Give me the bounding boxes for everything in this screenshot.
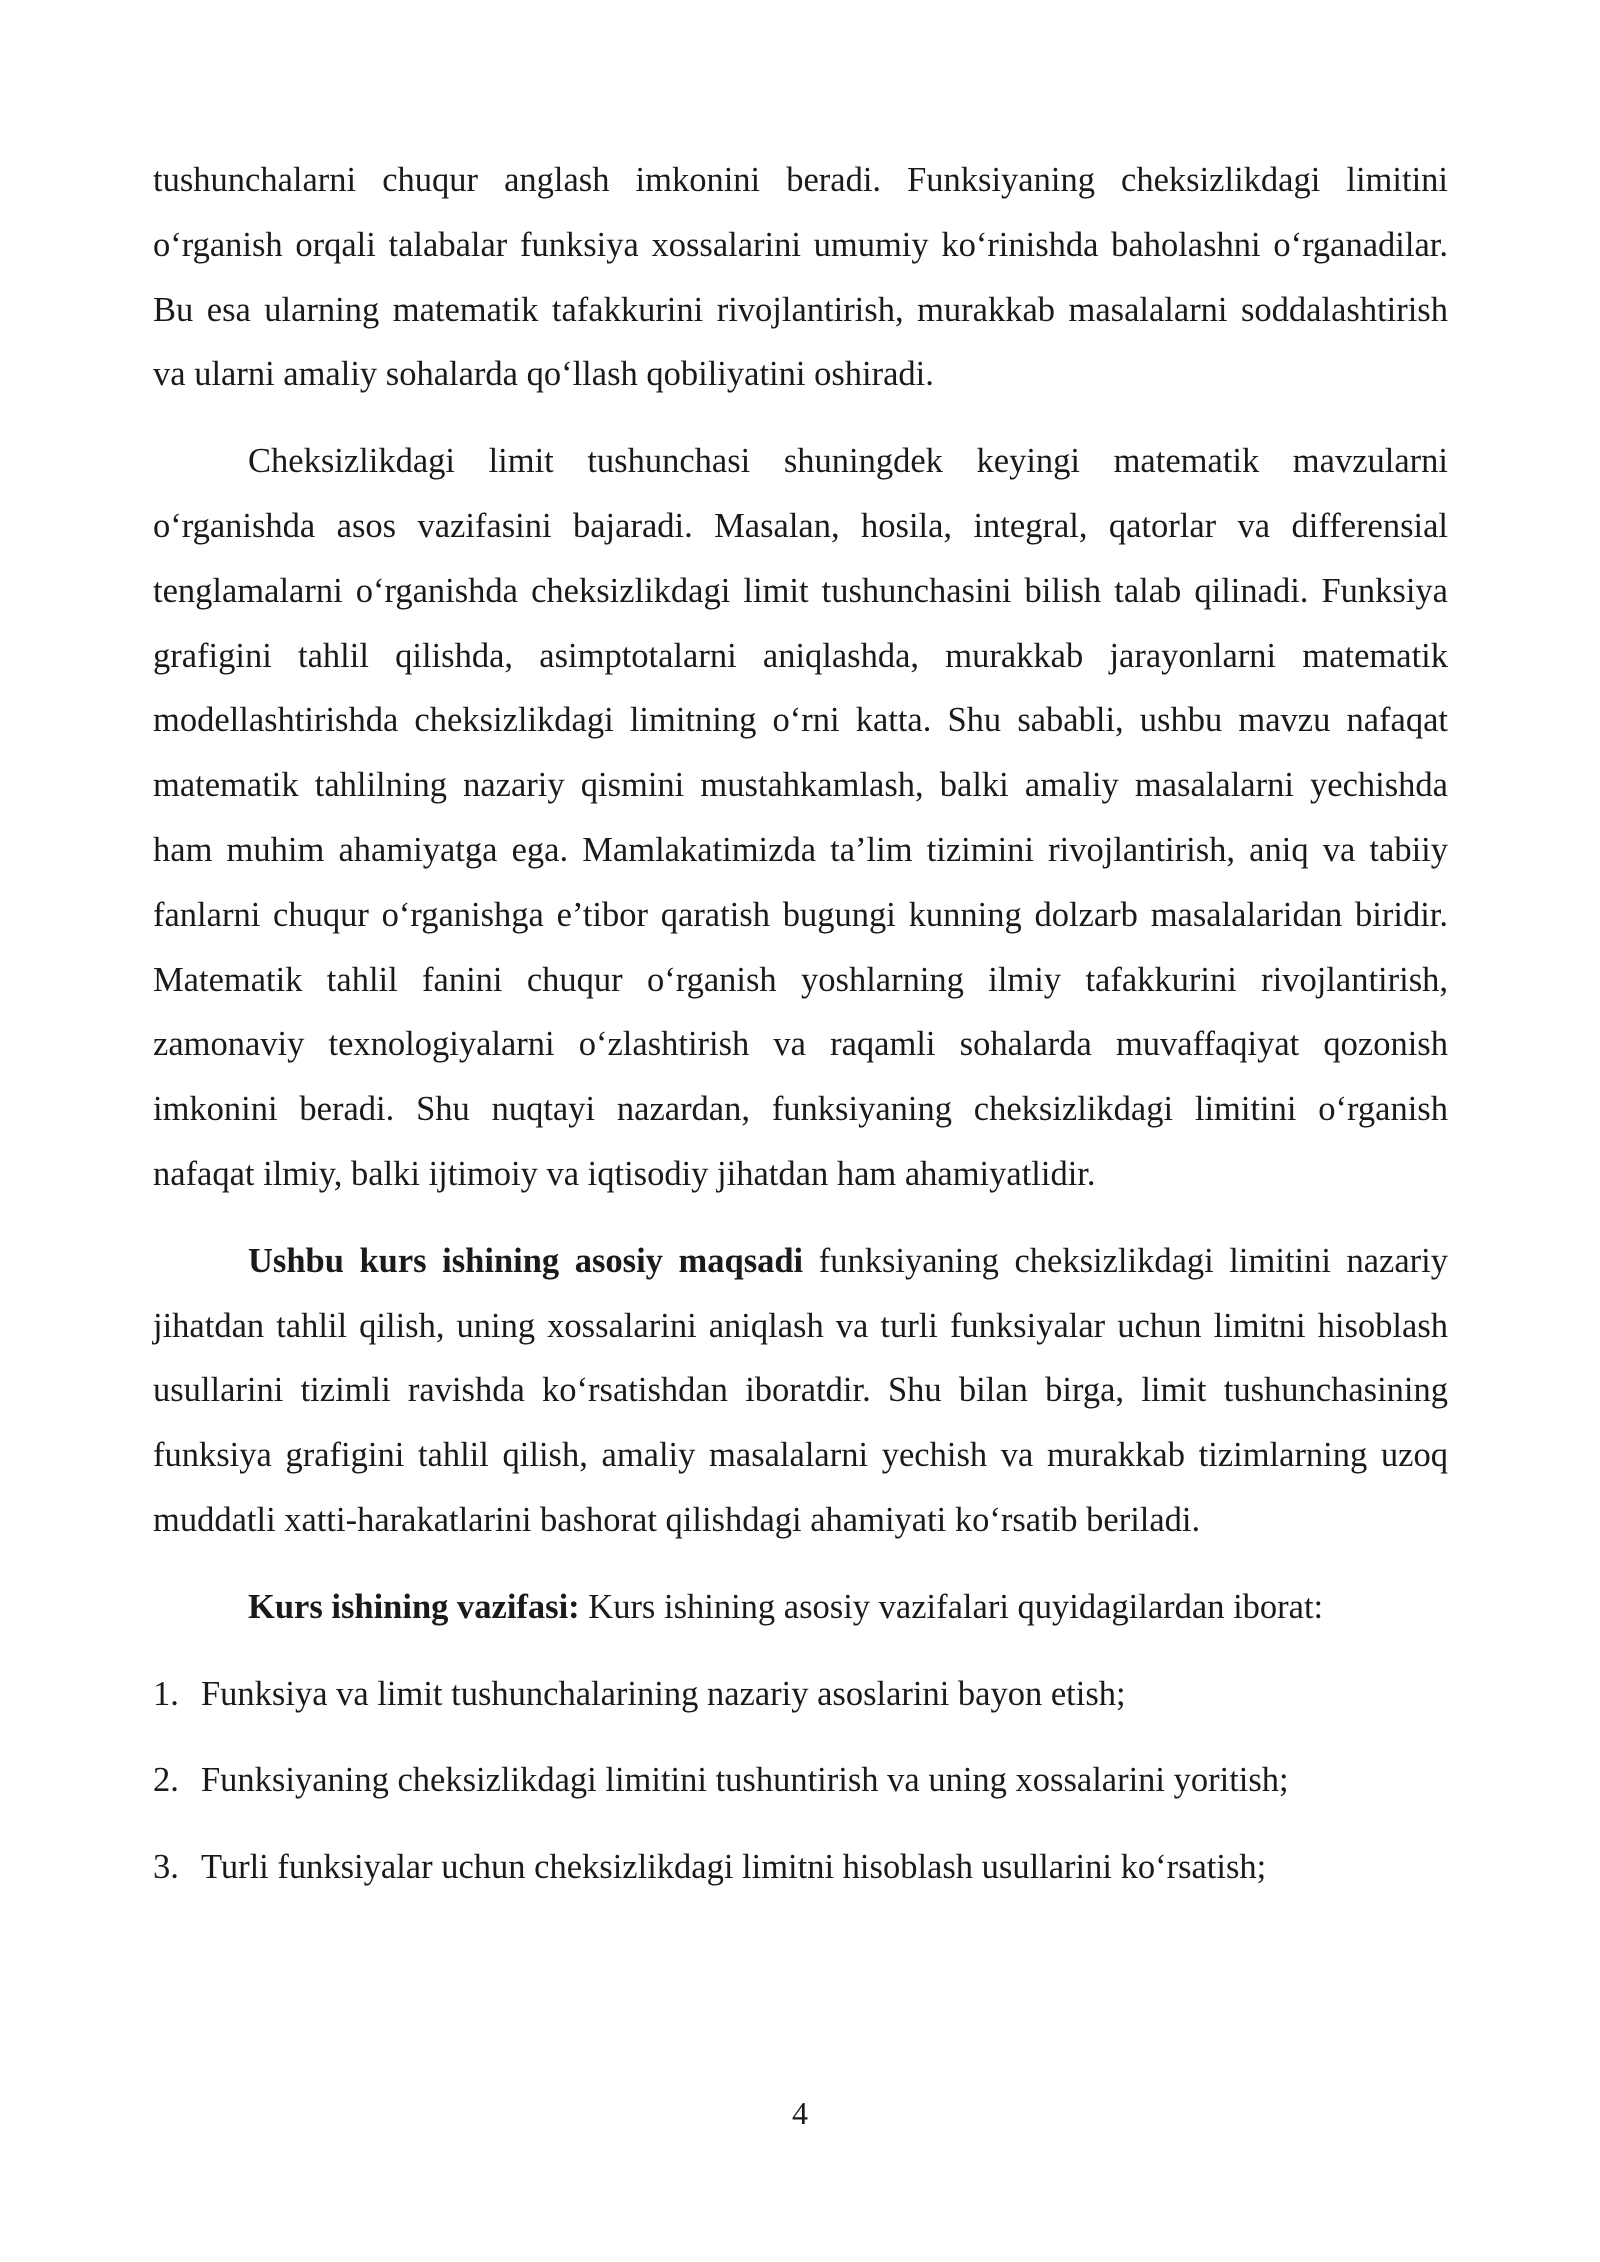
paragraph-course-tasks [153,1575,1448,1640]
course-goal-heading: Ushbu kurs ishining asosiy maqsadi [248,1241,804,1280]
course-tasks-text: Kurs ishining asosiy vazifalari quyidagilardan iborat: [579,1587,1324,1626]
list-item [153,1748,1448,1813]
list-item [153,1835,1448,1900]
paragraph-intro-continuation: tushunchalarni chuqur anglash imkonini beradi. Funksiyaning cheksizlikdagi limitini o‘rganish orqali talabalar funksiya xossalarini umumiy ko‘rinishda baholashni o‘rganadilar. Bu esa ularning matematik tafakkurini rivojlantirish, murakkab masalalarni soddalashtirish va ularni amaliy sohalarda qo‘llash qobiliyatini oshiradi. [153,161,1448,394]
list-item-text: Funksiyaning cheksizlikdagi limitini tushuntirish va uning xossalarini yoritish; [201,1761,1289,1800]
list-item-number: 1. [153,1674,179,1713]
tasks-list [153,1662,1448,1900]
list-item-text: Funksiya va limit tushunchalarining nazariy asoslarini bayon etish; [201,1674,1126,1713]
paragraph-limit-concept: Cheksizlikdagi limit tushunchasi shuningdek keyingi matematik mavzularni o‘rganishda asos vazifasini bajaradi. Masalan, hosila, integral, qatorlar va differensial tenglamalarni o‘rganishda cheksizlikdagi limit tushunchasini bilish talab qilinadi. Funksiya grafigini tahlil qilishda, asimptotalarni aniqlashda, murakkab jarayonlarni matematik modellashtirishda cheksizlikdagi limitning o‘rni katta. Shu sababli, ushbu mavzu nafaqat matematik tahlilning nazariy qismini mustahkamlash, balki amaliy masalalarni yechishda ham muhim ahamiyatga ega. Mamlakatimizda ta’lim tizimini rivojlantirish, aniq va tabiiy fanlarni chuqur o‘rganishga e’tibor qaratish bugungi kunning dolzarb masalalaridan biridir. Matematik tahlil fanini chuqur o‘rganish yoshlarning ilmiy tafakkurini rivojlantirish, zamonaviy texnologiyalarni o‘zlashtirish va raqamli sohalarda muvaffaqiyat qozonish imkonini beradi. Shu nuqtayi nazardan, funksiyaning cheksizlikdagi limitini o‘rganish nafaqat ilmiy, balki ijtimoiy va iqtisodiy jihatdan ham ahamiyatlidir. [153,442,1448,1193]
list-item-number: 2. [153,1761,179,1800]
document-page [153,148,1448,1922]
list-item-text: Turli funksiyalar uchun cheksizlikdagi limitni hisoblash usullarini ko‘rsatish; [201,1848,1267,1887]
course-goal-text: funksiyaning cheksizlikdagi limitini nazariy jihatdan tahlil qilish, uning xossalarini aniqlash va turli funksiyalar uchun limitni hisoblash usullarini tizimli ravishda ko‘rsatishdan iboratdir. Shu bilan birga, limit tushunchasining funksiya grafigini tahlil qilish, amaliy masalalarni yechish va murakkab tizimlarning uzoq muddatli xatti-harakatlarini bashorat qilishdagi ahamiyati ko‘rsatib beriladi. [153,1241,1449,1539]
page-number: 4 [792,2095,808,2131]
list-item-number: 3. [153,1848,179,1887]
list-item [153,1662,1448,1727]
paragraph-course-goal [153,1229,1448,1553]
course-tasks-heading: Kurs ishining vazifasi: [248,1587,580,1626]
